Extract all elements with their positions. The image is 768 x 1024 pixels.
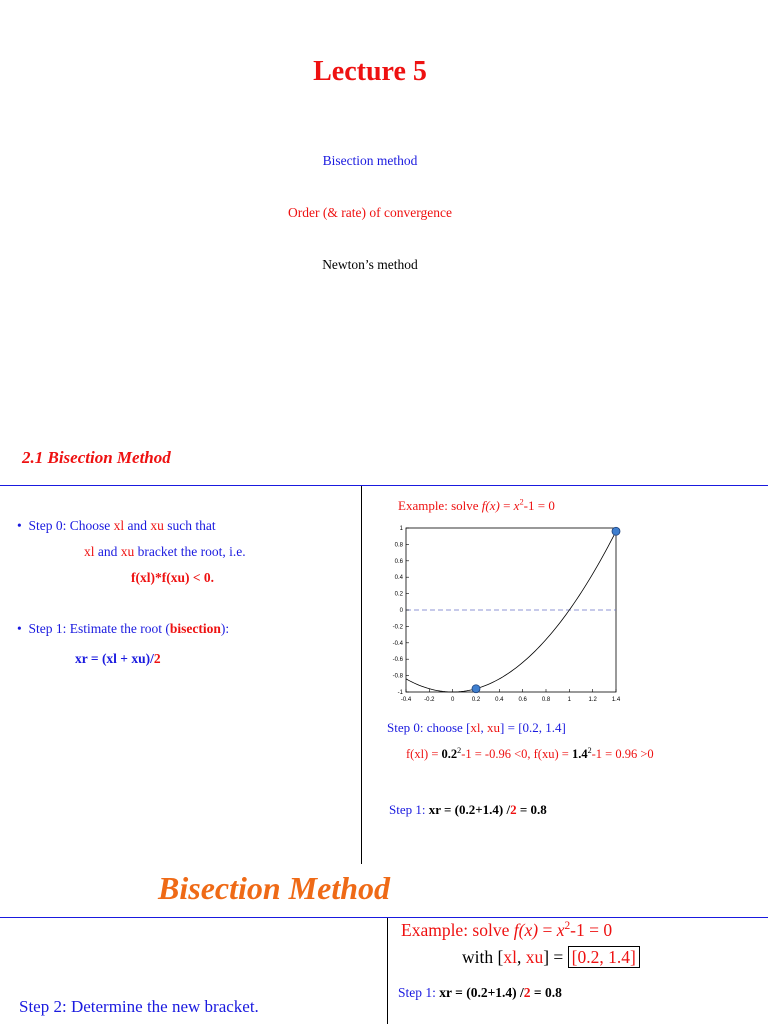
bracket-condition: f(xl)*f(xu) < 0.	[131, 570, 215, 585]
right-step0-xl: xl	[470, 720, 481, 735]
step0-line2-tail: bracket the root, i.e.	[134, 544, 246, 559]
y-tick-label: 0.4	[394, 575, 403, 582]
agenda-item-newton: Newton’s method	[322, 257, 418, 272]
s3-with-xu: xu	[525, 947, 544, 967]
eval-r1: -1 = -0.96 <0,	[461, 747, 534, 761]
slide3-step2: Step 2: Determine the new bracket.	[19, 997, 259, 1016]
right-step0-rest: ] = [0.2, 1.4]	[500, 720, 566, 735]
eval-s2: 2	[587, 745, 592, 755]
eval-v1: 0.2	[441, 747, 458, 761]
bullet-dot: •	[17, 518, 22, 533]
section-title: 2.1 Bisection Method	[22, 448, 171, 467]
function-evaluation	[406, 747, 654, 762]
x-tick-label: -0.2	[424, 697, 435, 703]
s3-with-mid: ] =	[543, 947, 568, 967]
y-tick-label: 0.2	[394, 591, 403, 598]
right-step0-label: Step 0: choose [	[387, 720, 471, 735]
bracket-marker	[472, 685, 480, 693]
slide3-example	[401, 920, 612, 941]
s3-step1-divisor: 2	[523, 985, 531, 1000]
step0-line2-xu: xu	[120, 544, 135, 559]
slide3-bracket-line	[462, 947, 640, 968]
example-eq2: -1 = 0	[523, 498, 555, 513]
right-step0-xu: xu	[487, 720, 501, 735]
eval-r2: -1 = 0.96 >0	[591, 747, 654, 761]
y-tick-label: -0.8	[392, 673, 403, 680]
step0-line2-xl: xl	[84, 544, 95, 559]
y-tick-label: -0.6	[392, 657, 403, 664]
slide3-step1	[398, 985, 562, 1001]
step0-bullet	[17, 518, 216, 534]
example-sup: 2	[519, 496, 524, 507]
x-tick-label: 0.8	[541, 697, 551, 703]
function-plot	[388, 520, 628, 712]
step0-xu: xu	[150, 518, 164, 533]
slide-divider-bottom	[0, 917, 768, 918]
s3-example-eq2: -1 = 0	[570, 920, 613, 940]
x-tick-label: 0	[450, 697, 455, 703]
column-divider-bottom	[387, 918, 388, 1024]
s3-with-prefix: with [	[462, 947, 504, 967]
x-tick-label: 0.2	[471, 697, 481, 703]
y-tick-label: 0.8	[394, 542, 403, 549]
right-step1	[389, 802, 547, 818]
step1-label: Step 1: Estimate the root (	[28, 621, 170, 636]
right-step1-formula: xr = (0.2+1.4) /	[428, 802, 511, 817]
agenda-item-convergence: Order (& rate) of convergence	[288, 205, 452, 220]
step0-line2	[84, 544, 246, 560]
y-tick-label: -1	[397, 690, 403, 696]
x-tick-label: -0.4	[400, 697, 412, 703]
example-prefix: Example: solve	[398, 498, 482, 513]
s3-with-comma: ,	[516, 947, 526, 967]
x-tick-label: 0.4	[495, 697, 504, 703]
s3-example-fx: f(x)	[513, 920, 539, 940]
step1-bullet	[17, 621, 229, 637]
step0-and: and	[124, 518, 151, 533]
example-fx: f(x)	[481, 498, 500, 513]
right-step0-comma: ,	[480, 720, 488, 735]
right-step1-result: = 0.8	[516, 802, 547, 817]
step0-line2-and: and	[94, 544, 121, 559]
step0-xl: xl	[113, 518, 125, 533]
example-x: x	[513, 498, 520, 513]
x-tick-label: 1.4	[611, 697, 621, 703]
step0-tail: such that	[163, 518, 216, 533]
right-step0	[387, 720, 566, 736]
y-tick-label: 1	[399, 526, 403, 532]
bisection-slide-title: Bisection Method	[158, 870, 391, 906]
eval-fxl: f(xl) =	[406, 747, 442, 761]
eval-s1: 2	[457, 745, 462, 755]
s3-example-x: x	[556, 920, 565, 940]
y-axis-ticks	[393, 526, 409, 696]
eval-fxu: f(xu) =	[533, 747, 572, 761]
y-tick-label: -0.2	[392, 624, 403, 631]
y-tick-label: 0.6	[394, 558, 403, 565]
x-axis-ticks	[401, 689, 621, 703]
s3-step1-result: = 0.8	[530, 985, 562, 1000]
formula-main: xr = (xl + xu)/	[75, 651, 154, 666]
s3-with-xl: xl	[503, 947, 517, 967]
column-divider	[361, 486, 362, 864]
eval-v2: 1.4	[571, 747, 588, 761]
s3-example-prefix: Example: solve	[401, 920, 514, 940]
x-tick-label: 1	[567, 697, 572, 703]
y-tick-label: 0	[399, 608, 403, 614]
lecture-title: Lecture 5	[313, 56, 427, 87]
formula-divisor: 2	[153, 651, 161, 666]
step1-close: ):	[220, 621, 230, 636]
bullet-dot: •	[17, 621, 22, 636]
bisection-formula	[75, 651, 161, 667]
bracket-marker	[612, 527, 620, 535]
right-step1-divisor: 2	[510, 802, 517, 817]
example-eq: =	[499, 498, 514, 513]
s3-boxed-interval: [0.2, 1.4]	[568, 946, 640, 968]
s3-example-sup: 2	[564, 920, 571, 933]
s3-step1-label: Step 1:	[398, 985, 440, 1000]
x-tick-label: 0.6	[518, 697, 527, 703]
parabola-curve	[406, 531, 616, 692]
y-tick-label: -0.4	[392, 640, 403, 647]
s3-example-eq: =	[538, 920, 557, 940]
right-step1-label: Step 1:	[389, 802, 429, 817]
x-tick-label: 1.2	[588, 697, 597, 703]
s3-step1-formula: xr = (0.2+1.4) /	[439, 985, 524, 1000]
agenda-item-bisection: Bisection method	[322, 153, 418, 168]
example-line	[398, 498, 555, 514]
slide-divider-top	[0, 485, 768, 486]
step0-label: Step 0: Choose	[28, 518, 114, 533]
step1-keyword: bisection	[169, 621, 221, 636]
